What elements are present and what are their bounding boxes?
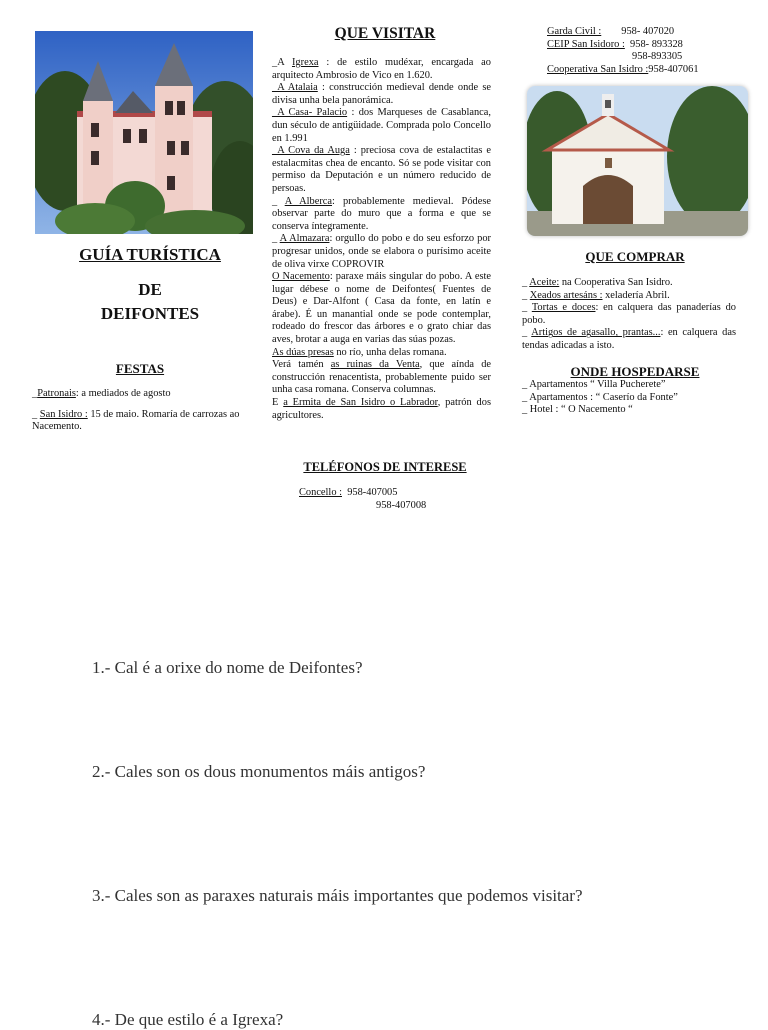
visit-description: : construcción medieval dende onde se divisa unha bela panorámica. — [272, 82, 491, 106]
stay-item: _ Apartamentos : “ Caserío da Fonte” — [522, 391, 678, 403]
visit-place-name: A Almazara — [279, 233, 330, 245]
coop-label: Cooperativa San Isidro : — [547, 63, 649, 75]
visit-description: : probablemente medieval. Pódese observar parte do muro que a forma e que se conserva íntegramente. — [272, 195, 491, 232]
buy-list — [522, 277, 736, 353]
visit-description: , que aínda de construcción renacentista, probablemente puido ser unha casa romana. Conserva columnas. — [272, 359, 492, 396]
phones-block — [299, 487, 499, 512]
visit-place-name: _A Casa- Palacio — [272, 107, 348, 119]
visit-item — [272, 271, 491, 347]
visit-description: : paraxe máis singular do pobo. A este lugar débese o nome de Deifontes( Fuentes de Deus) e Dar-Alfont ( Casa da fonte, en latín e árabe). É un manantial onde se pode contemplar, rodeado do frescor das árbores e o grato chiar das aves, brotar a auga en varias das súas pozas. — [272, 271, 491, 346]
question-4: 4.- De que estilo é a Igrexa? — [92, 1010, 284, 1029]
concello-phone-2: 958-407008 — [376, 499, 427, 511]
contacts-block — [547, 26, 757, 76]
visit-prefix: _ — [272, 195, 285, 207]
festa-text: : a mediados de agosto — [75, 388, 171, 399]
visit-item — [272, 82, 491, 107]
palace-photo — [35, 31, 253, 234]
buy-item — [522, 277, 736, 290]
visit-description: , patrón dos agricultores. — [272, 397, 491, 421]
stay-list — [522, 379, 736, 417]
buy-item — [522, 302, 736, 327]
visit-item — [272, 233, 491, 271]
buy-item-text: : en calquera das panaderías do pobo. — [522, 302, 736, 326]
guide-title-line3: DEIFONTES — [100, 304, 200, 323]
visit-item — [272, 359, 491, 397]
chapel-photo — [527, 86, 748, 236]
festas-heading: FESTAS — [115, 361, 165, 376]
phones-heading: TELÉFONOS DE INTERESE — [303, 460, 467, 474]
concello-phone-1: 958-407005 — [347, 487, 398, 498]
visit-prefix: E — [272, 397, 284, 409]
guide-title-line1: GUÍA TURÍSTICA — [79, 245, 221, 264]
visit-place-name: As dúas presas — [272, 346, 334, 358]
buy-heading: QUE COMPRAR — [585, 249, 685, 264]
visit-item — [272, 107, 491, 145]
question-1: 1.- Cal é a orixe do nome de Deifontes? — [92, 658, 363, 677]
visit-prefix: _A — [272, 57, 292, 68]
guide-title — [40, 243, 260, 326]
visit-prefix: Verá tamén — [272, 359, 331, 371]
festas-list — [32, 388, 252, 442]
visit-place-name: O Nacemento — [272, 271, 330, 283]
festa-text: 15 de maio. Romaría de carrozas ao Nacemento. — [32, 408, 240, 433]
visit-description: : de estilo mudéxar, encargada ao arquitecto Ambrosio de Vico en 1.620. — [272, 57, 491, 81]
buy-prefix: _ — [522, 327, 532, 339]
ceip-phone-2: 958-893305 — [632, 51, 683, 63]
stay-item: _ Apartamentos “ Villa Pucherete” — [522, 379, 666, 390]
buy-item — [522, 327, 736, 352]
visit-item — [272, 145, 491, 195]
question-2: 2.- Cales son os dous monumentos máis antigos? — [92, 762, 426, 781]
ceip-label: CEIP San Isidoro : — [547, 38, 625, 50]
coop-phone: 958-407061 — [648, 63, 699, 75]
visit-place-name: _A Atalaia — [272, 82, 318, 94]
buy-item — [522, 290, 736, 303]
visit-place-name: A Alberca — [284, 195, 333, 207]
stay-heading: ONDE HOSPEDARSE — [570, 364, 700, 379]
festa-item: _Patronais: a mediados de agosto — [32, 388, 171, 399]
festa-item: _ San Isidro : 15 de maio. Romaría de carrozas ao Nacemento. — [32, 408, 240, 433]
buy-prefix: _ — [522, 302, 532, 314]
garda-phone: 958- 407020 — [621, 26, 675, 37]
visit-description: : orgullo do pobo e do seu esforzo por progresar unidos, onde se elabora o purísimo aceite de oliva virxe COPROVIR — [272, 233, 491, 270]
concello-label: Concello : — [299, 487, 342, 498]
buy-item-name: Xeados artesáns : — [529, 289, 603, 301]
festa-name: Patronais — [37, 388, 76, 399]
visit-place-name: _A Cova da Auga — [272, 145, 350, 157]
visit-list — [272, 57, 491, 422]
visit-item — [272, 57, 491, 82]
buy-item-text: na Cooperativa San Isidro. — [559, 277, 673, 288]
visit-description: : dos Marqueses de Casablanca, dun século de antigüidade. Comprada polo Concello en 1.991 — [272, 107, 491, 144]
buy-item-name: Aceite: — [529, 277, 560, 288]
garda-label: Garda Civil : — [547, 26, 602, 37]
buy-item-text: xeladería Abril. — [602, 289, 670, 301]
visit-heading: QUE VISITAR — [334, 25, 436, 42]
buy-item-name: Tortas e doces — [531, 302, 596, 314]
buy-prefix: _ — [522, 289, 530, 301]
question-3: 3.- Cales son as paraxes naturais máis importantes que podemos visitar? — [92, 886, 583, 905]
visit-place-name: as ruinas da Venta — [330, 359, 420, 371]
visit-item — [272, 196, 491, 234]
visit-item — [272, 347, 491, 360]
visit-item — [272, 397, 491, 422]
visit-description: no río, unha delas romana. — [333, 346, 447, 358]
visit-prefix: _ — [272, 233, 280, 245]
festa-name: San Isidro : — [39, 408, 88, 420]
buy-item-name: Artigos de agasallo, prantas... — [531, 327, 661, 339]
guide-title-line2: DE — [138, 280, 162, 299]
ceip-phone-1: 958- 893328 — [630, 38, 683, 50]
visit-place-name: a Ermita de San Isidro o Labrador — [283, 397, 438, 409]
visit-place-name: Igrexa — [291, 57, 319, 68]
stay-item: _ Hotel : “ O Nacemento “ — [522, 404, 633, 416]
visit-description: : preciosa cova de estalactitas e estalacmitas chea de encanto. Só se pode visitar con permiso da Deputación e un número reducido de persoas. — [272, 145, 491, 194]
buy-prefix: _ — [522, 277, 530, 288]
buy-item-text: : en calquera das tendas adicadas a isto. — [522, 327, 736, 351]
